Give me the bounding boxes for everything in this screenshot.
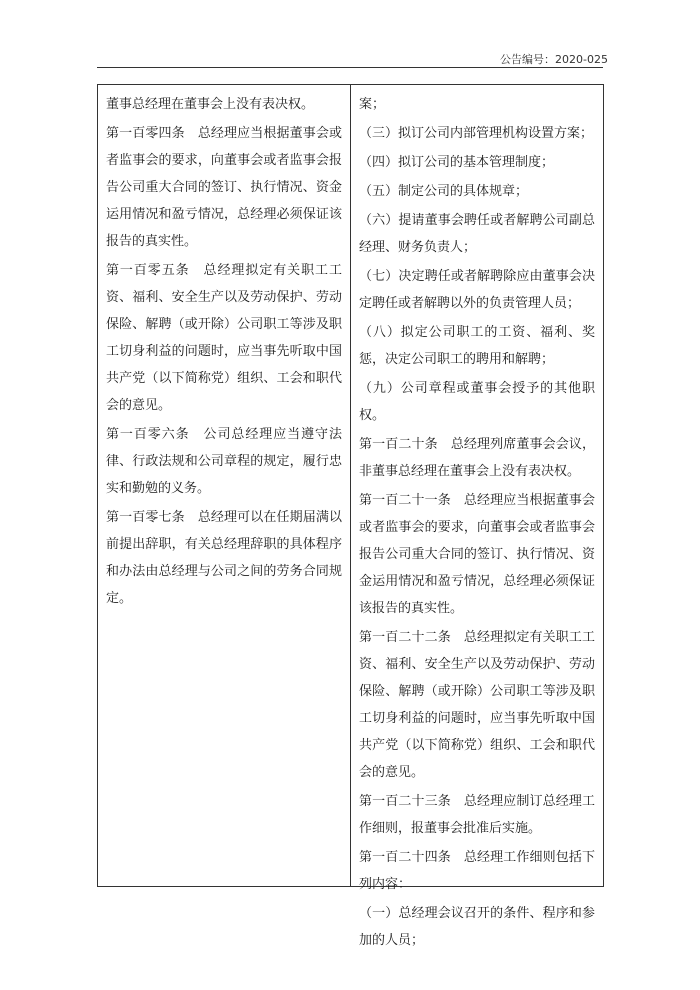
- right-paragraph: 第一百二十二条 总经理拟定有关职工工资、福利、安全生产以及劳动保护、劳动保险、解聘（或开除）公司职工等涉及职工切身利益的问题时，应当事先听取中国共产党（以下简称党）组织、工会和职代会的意见。: [359, 630, 595, 780]
- right-paragraph: 第一百二十四条 总经理工作细则包括下列内容：: [359, 850, 595, 892]
- right-paragraph: （五）制定公司的具体规章；: [359, 184, 529, 199]
- right-paragraph: （九）公司章程或董事会授予的其他职权。: [359, 381, 595, 423]
- right-paragraph: （一）总经理会议召开的条件、程序和参加的人员；: [359, 906, 595, 948]
- comparison-table: [97, 84, 604, 948]
- right-paragraph: 第一百二十条 总经理列席董事会会议，非董事总经理在董事会上没有表决权。: [359, 437, 595, 479]
- left-paragraph: 第一百零七条 总经理可以在任期届满以前提出辞职，有关总经理辞职的具体程序和办法由总经理与公司之间的劳务合同规定。: [106, 510, 342, 606]
- left-paragraph: 第一百零四条 总经理应当根据董事会或者监事会的要求，向董事会或者监事会报告公司重大合同的签订、执行情况、资金运用情况和盈亏情况，总经理必须保证该报告的真实性。: [106, 126, 342, 249]
- left-column: [98, 85, 351, 886]
- right-paragraph: （三）拟订公司内部管理机构设置方案；: [359, 126, 594, 141]
- left-paragraph: 董事总经理在董事会上没有表决权。: [106, 97, 315, 112]
- left-paragraph: 第一百零六条 公司总经理应当遵守法律、行政法规和公司章程的规定，履行忠实和勤勉的义务。: [106, 427, 342, 496]
- right-paragraph: 第一百二十三条 总经理应制订总经理工作细则，报董事会批准后实施。: [359, 794, 595, 836]
- right-paragraph: （七）决定聘任或者解聘除应由董事会决定聘任或者解聘以外的负责管理人员；: [359, 269, 595, 311]
- right-paragraph: 第一百二十一条 总经理应当根据董事会或者监事会的要求，向董事会或者监事会报告公司重大合同的签订、执行情况、资金运用情况和盈亏情况，总经理必须保证该报告的真实性。: [359, 493, 595, 616]
- header-divider: [97, 67, 603, 68]
- right-paragraph: （四）拟订公司的基本管理制度；: [359, 155, 555, 170]
- right-paragraph: 案；: [359, 97, 386, 112]
- right-column: [351, 85, 603, 948]
- left-paragraph: 第一百零五条 总经理拟定有关职工工资、福利、安全生产以及劳动保护、劳动保险、解聘（或开除）公司职工等涉及职工切身利益的问题时，应当事先听取中国共产党（以下简称党）组织、工会和职代会的意见。: [106, 263, 342, 413]
- document-number: 公告编号：2020-025: [500, 53, 608, 66]
- right-paragraph: （六）提请董事会聘任或者解聘公司副总经理、财务负责人；: [359, 213, 595, 255]
- right-paragraph: （八）拟定公司职工的工资、福利、奖惩，决定公司职工的聘用和解聘；: [359, 325, 595, 367]
